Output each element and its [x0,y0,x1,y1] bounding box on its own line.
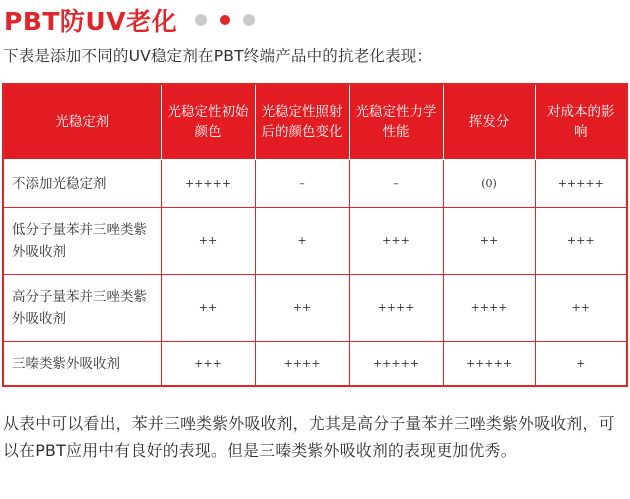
cell-value: ++++ [255,342,349,387]
table-row [3,275,627,342]
cell-value: +++++ [349,342,443,387]
table-row [3,342,627,387]
row-name: 高分子量苯并三唑类紫外吸收剂 [3,275,161,342]
cell-value: +++++ [161,160,255,208]
table-intro: 下表是添加不同的UV稳定剂在PBT终端产品中的抗老化表现： [3,47,433,65]
header-cost-impact: 对成本的影响 [535,84,627,160]
cell-value: – [255,160,349,208]
page-title: PBT防UV老化 [4,7,178,36]
row-name: 三嗪类紫外吸收剂 [3,342,161,387]
cell-value: ++ [161,275,255,342]
carousel-dot-2-active[interactable] [220,15,230,25]
cell-value: ++++ [443,275,535,342]
cell-value: +++++ [535,160,627,208]
table-header-row [3,84,627,160]
conclusion-paragraph: 从表中可以看出，苯并三唑类紫外吸收剂，尤其是高分子量苯并三唑类紫外吸收剂，可以在PBT应用中有良好的表现。但是三嗪类紫外吸收剂的表现更加优秀。 [3,414,615,460]
cell-value: + [535,342,627,387]
uv-stabilizer-table [2,83,628,387]
cell-value: – [349,160,443,208]
title-row [4,3,255,37]
cell-value: +++ [535,208,627,275]
cell-value: +++ [161,342,255,387]
header-color-change: 光稳定性照射后的颜色变化 [255,84,349,160]
table-row [3,208,627,275]
cell-value: (0) [443,160,535,208]
cell-value: ++ [535,275,627,342]
header-initial-color: 光稳定性初始颜色 [161,84,255,160]
carousel-dots [195,14,255,26]
header-stabilizer: 光稳定剂 [3,84,161,160]
header-mechanical: 光稳定性力学性能 [349,84,443,160]
table-row [3,160,627,208]
header-volatiles: 挥发分 [443,84,535,160]
cell-value: ++++ [349,275,443,342]
cell-value: ++ [161,208,255,275]
row-name: 低分子量苯并三唑类紫外吸收剂 [3,208,161,275]
carousel-dot-1[interactable] [195,14,207,26]
carousel-dot-3[interactable] [243,14,255,26]
row-name: 不添加光稳定剂 [3,160,161,208]
cell-value: +++ [349,208,443,275]
cell-value: ++ [443,208,535,275]
cell-value: ++ [255,275,349,342]
cell-value: + [255,208,349,275]
cell-value: +++++ [443,342,535,387]
